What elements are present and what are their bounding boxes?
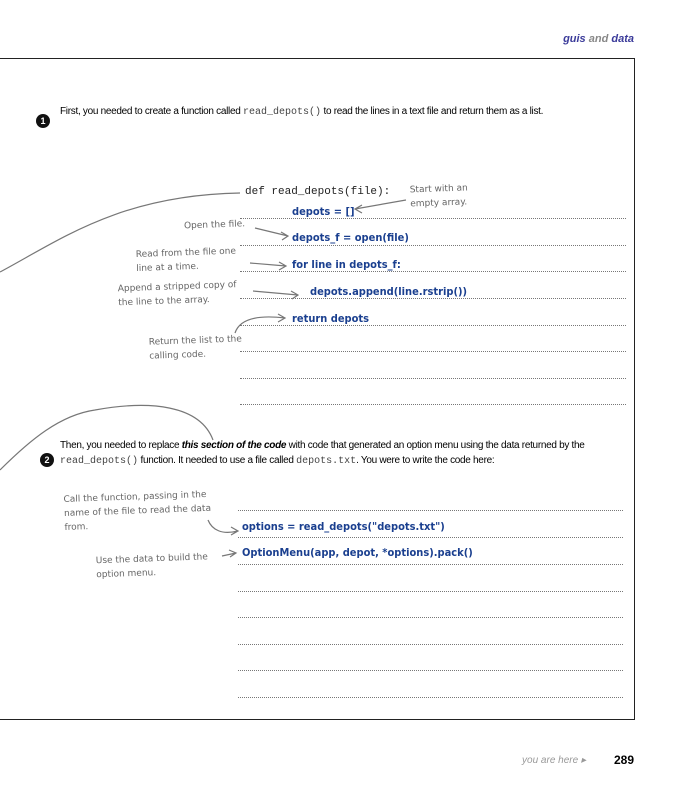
note: Use the data to build the option menu. (95, 552, 209, 581)
step-2-text: Then, you needed to replace this section of the code with code that generated an option menu using the data returned by the read_depots() function. It needed to use a file called depots.txt. You were to write the code here: (60, 440, 585, 467)
code-line: depots_f = open(file) (292, 231, 409, 244)
blank-line (238, 564, 623, 565)
blank-line (238, 644, 623, 645)
blank-line (240, 298, 626, 299)
blank-line (238, 537, 623, 538)
blank-line (238, 670, 623, 671)
arrow-icon (250, 262, 286, 270)
blank-line (240, 245, 626, 246)
arrow-icon (235, 314, 285, 333)
step-1-text: First, you needed to create a function called read_depots() to read the lines in a text file and return them as a list. (60, 106, 544, 118)
step-2-badge: 2 (40, 453, 54, 467)
code-line: OptionMenu(app, depot, *options).pack() (242, 546, 473, 559)
note: Call the function, passing in the name of the file to read the data from. (63, 489, 212, 533)
blank-line (238, 591, 623, 592)
code-line: return depots (292, 312, 370, 325)
def-line: def read_depots(file): (245, 186, 391, 198)
note: Return the list to the calling code. (148, 334, 243, 362)
blank-line (238, 617, 623, 618)
step-1-badge: 1 (36, 114, 50, 128)
code-line: options = read_depots("depots.txt") (242, 520, 445, 533)
note: Start with an empty array. (409, 183, 468, 210)
you-are-here: you are here ▸ (522, 755, 586, 766)
blank-line (238, 697, 623, 698)
code-line: depots.append(line.rstrip()) (310, 285, 468, 298)
arrow-icon (355, 200, 406, 213)
note: Open the file. (183, 219, 246, 232)
blank-line (240, 218, 626, 219)
blank-line (240, 351, 626, 352)
code-line: depots = [] (292, 205, 355, 218)
note: Read from the file one line at a time. (135, 246, 237, 274)
triangle-right-icon: ▸ (580, 755, 586, 766)
blank-line (240, 378, 626, 379)
blank-line (238, 510, 623, 511)
blank-line (240, 271, 626, 272)
code-line: for line in depots_f: (292, 258, 401, 271)
blank-line (240, 325, 626, 326)
page-number: 289 (613, 753, 634, 767)
note: Append a stripped copy of the line to the array. (117, 280, 237, 309)
section-header: guis and data (563, 33, 634, 45)
blank-line (240, 404, 626, 405)
